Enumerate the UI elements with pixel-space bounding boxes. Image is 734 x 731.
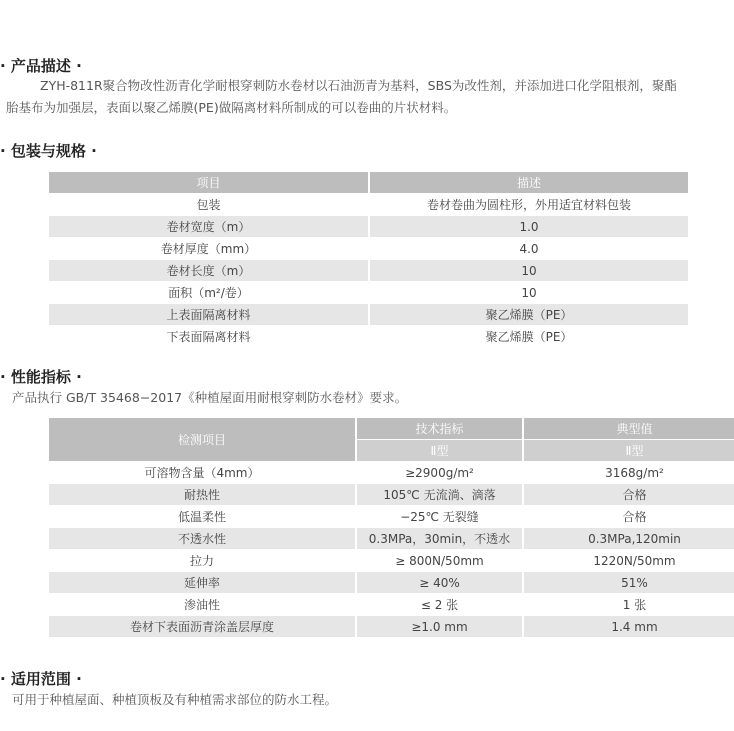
table-row — [49, 194, 689, 216]
table-cell: 51% — [523, 572, 734, 594]
table-header-cell: 描述 — [369, 172, 689, 194]
table-row — [49, 484, 734, 506]
section-heading-scope: · 适用范围 · — [0, 670, 82, 688]
table-cell: 合格 — [523, 506, 734, 528]
table-header-cell: 项目 — [49, 172, 369, 194]
section-heading-packaging: · 包装与规格 · — [0, 142, 97, 160]
description-line-2: 胎基布为加强层，表面以聚乙烯膜(PE)做隔离材料所制成的可以卷曲的片状材料。 — [6, 100, 457, 115]
table-header-cell: 典型值 — [523, 418, 734, 440]
table-cell: ≥2900g/m² — [356, 462, 523, 484]
table-cell: 聚乙烯膜（PE） — [369, 326, 689, 348]
section-heading-performance: · 性能指标 · — [0, 368, 82, 386]
table-cell: 不透水性 — [49, 528, 356, 550]
table-row — [49, 326, 689, 348]
packaging-spec-table — [49, 172, 690, 348]
table-row — [49, 216, 689, 238]
table-cell: 渗油性 — [49, 594, 356, 616]
description-paragraph — [6, 75, 730, 119]
table-cell: 10 — [369, 260, 689, 282]
table-cell: ≥ 800N/50mm — [356, 550, 523, 572]
table-cell: 上表面隔离材料 — [49, 304, 369, 326]
table-cell: 105℃ 无流淌、滴落 — [356, 484, 523, 506]
table-row — [49, 462, 734, 484]
table-cell: 延伸率 — [49, 572, 356, 594]
table-subheader-cell: Ⅱ型 — [523, 440, 734, 462]
performance-table — [49, 418, 734, 638]
table-cell: 1220N/50mm — [523, 550, 734, 572]
table-subheader-cell: Ⅱ型 — [356, 440, 523, 462]
table-row — [49, 594, 734, 616]
table-row — [49, 282, 689, 304]
table-cell: 可溶物含量（4mm） — [49, 462, 356, 484]
table-cell: 10 — [369, 282, 689, 304]
table-row — [49, 550, 734, 572]
table-cell: 卷材厚度（mm） — [49, 238, 369, 260]
table-cell: 0.3MPa，30min，不透水 — [356, 528, 523, 550]
table-cell: 卷材宽度（m） — [49, 216, 369, 238]
table-cell: 聚乙烯膜（PE） — [369, 304, 689, 326]
table-row — [49, 304, 689, 326]
table-row — [49, 528, 734, 550]
table-header-cell: 技术指标 — [356, 418, 523, 440]
table-cell: 卷材下表面沥青涂盖层厚度 — [49, 616, 356, 638]
table-cell: ≥ 40% — [356, 572, 523, 594]
section-heading-description: · 产品描述 · — [0, 57, 82, 75]
table-cell: 耐热性 — [49, 484, 356, 506]
table-cell: 面积（m²/卷） — [49, 282, 369, 304]
table-cell: 合格 — [523, 484, 734, 506]
table-cell: ≤ 2 张 — [356, 594, 523, 616]
table-cell: 低温柔性 — [49, 506, 356, 528]
table-cell: 下表面隔离材料 — [49, 326, 369, 348]
table-cell: 1.4 mm — [523, 616, 734, 638]
table-cell: 3168g/m² — [523, 462, 734, 484]
description-line-1: ZYH-811R聚合物改性沥青化学耐根穿刺防水卷材以石油沥青为基料，SBS为改性剂，并添加进口化学阻根剂，聚酯 — [40, 78, 677, 93]
table-cell: 包装 — [49, 194, 369, 216]
table-header-row — [49, 418, 734, 440]
table-header-row — [49, 172, 689, 194]
table-cell: −25℃ 无裂缝 — [356, 506, 523, 528]
table-row — [49, 238, 689, 260]
table-cell: 1.0 — [369, 216, 689, 238]
table-cell: 拉力 — [49, 550, 356, 572]
table-header-cell: 检测项目 — [49, 418, 356, 462]
table-cell: 卷材卷曲为圆柱形，外用适宜材料包装 — [369, 194, 689, 216]
table-cell: ≥1.0 mm — [356, 616, 523, 638]
table-cell: 4.0 — [369, 238, 689, 260]
table-row — [49, 616, 734, 638]
table-cell: 1 张 — [523, 594, 734, 616]
table-row — [49, 506, 734, 528]
scope-paragraph: 可用于种植屋面、种植顶板及有种植需求部位的防水工程。 — [12, 692, 338, 707]
table-row — [49, 260, 689, 282]
table-cell: 卷材长度（m） — [49, 260, 369, 282]
standard-note: 产品执行 GB/T 35468−2017《种植屋面用耐根穿刺防水卷材》要求。 — [12, 390, 408, 405]
table-row — [49, 572, 734, 594]
table-cell: 0.3MPa,120min — [523, 528, 734, 550]
